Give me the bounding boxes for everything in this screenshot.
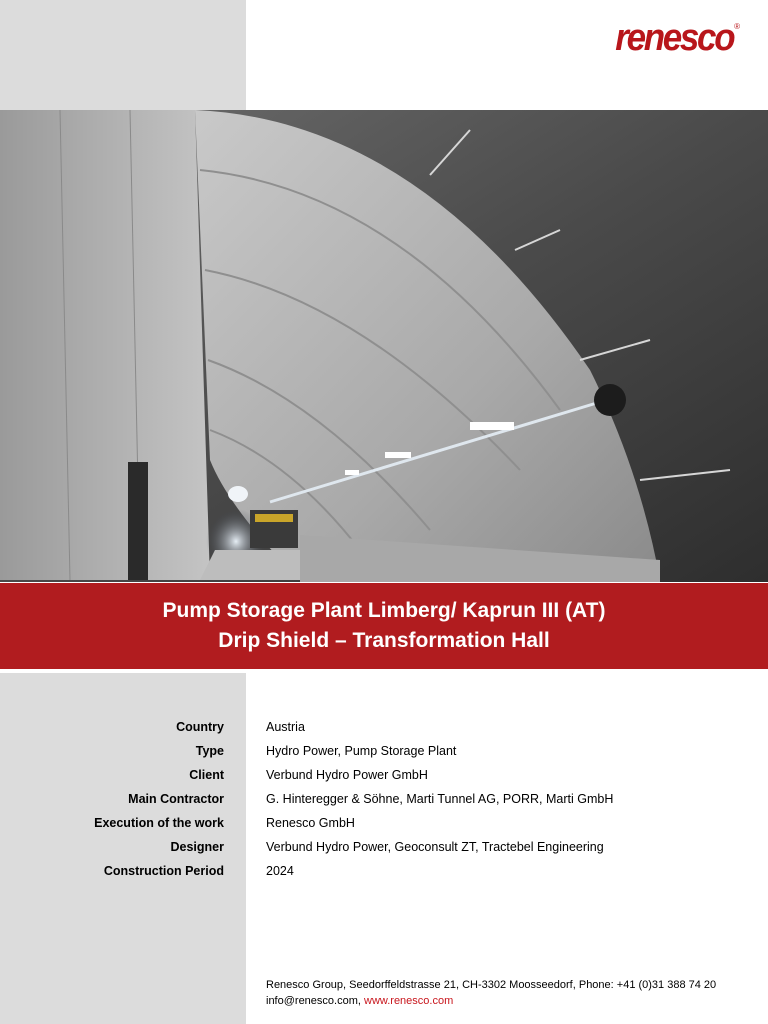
detail-label: Main Contractor [128,792,224,806]
project-subtitle: Drip Shield – Transformation Hall [218,629,550,652]
detail-row-country [0,716,768,740]
detail-row-client [0,764,768,788]
detail-label: Construction Period [103,864,224,878]
header-gray-block [0,0,246,110]
detail-label: Designer [170,840,224,854]
detail-value: 2024 [266,864,294,878]
detail-row-designer [0,836,768,860]
renesco-logo [605,18,740,58]
project-details [0,716,768,884]
detail-label: Execution of the work [94,816,224,830]
detail-value: Austria [266,720,305,734]
footer-email[interactable]: info@renesco.com [266,995,358,1007]
detail-label: Client [189,768,224,782]
detail-label: Type [195,744,224,758]
footer-website-link[interactable]: www.renesco.com [364,995,454,1007]
footer-contact [266,977,716,1009]
footer-links-line [266,993,716,1009]
registered-mark: ® [734,22,740,31]
detail-value: Renesco GmbH [266,816,355,830]
project-title: Pump Storage Plant Limberg/ Kaprun III (AT) [162,599,606,622]
detail-row-execution [0,812,768,836]
title-banner [0,583,768,669]
detail-value: Verbund Hydro Power, Geoconsult ZT, Tractebel Engineering [266,840,604,854]
detail-row-construction-period [0,860,768,884]
footer-separator: , [357,995,364,1007]
detail-value: G. Hinteregger & Söhne, Marti Tunnel AG, PORR, Marti GmbH [266,792,614,806]
detail-label: Country [176,720,224,734]
detail-value: Verbund Hydro Power GmbH [266,768,428,782]
tunnel-photo [0,110,768,582]
detail-value: Hydro Power, Pump Storage Plant [266,744,457,758]
detail-row-type [0,740,768,764]
footer-address: Renesco Group, Seedorffeldstrasse 21, CH-3302 Moosseedorf, Phone: +41 (0)31 388 74 20 [266,979,717,991]
logo-wordmark: renesco [615,17,734,59]
detail-row-main-contractor [0,788,768,812]
